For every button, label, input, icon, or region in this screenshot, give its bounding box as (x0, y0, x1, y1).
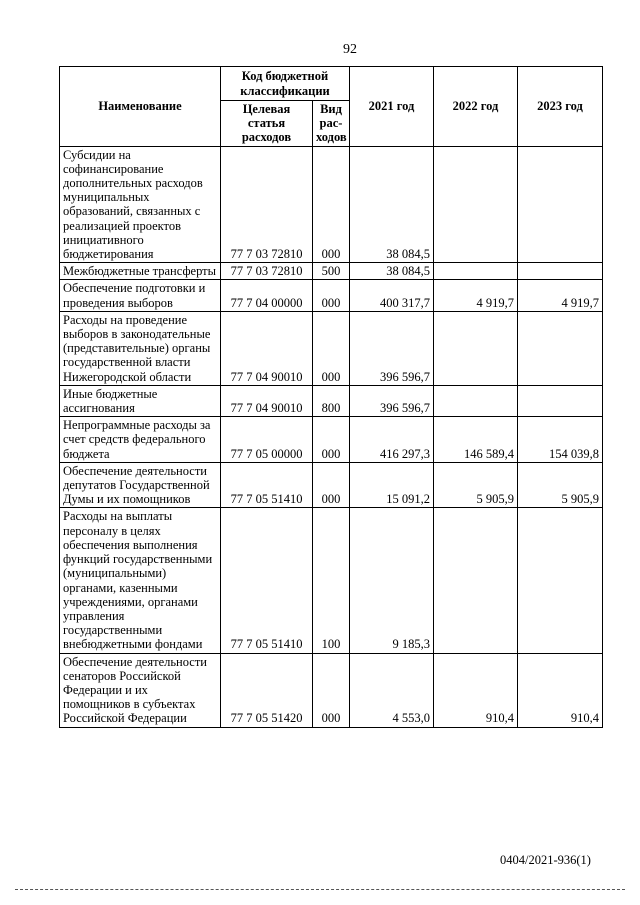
row-target-article: 77 7 03 72810 (221, 146, 313, 263)
header-year-2021: 2021 год (350, 67, 434, 147)
row-target-article: 77 7 04 90010 (221, 311, 313, 385)
header-year-2022: 2022 год (434, 67, 518, 147)
table-row (60, 462, 603, 508)
row-value-2021: 416 297,3 (350, 417, 434, 463)
row-target-article: 77 7 04 90010 (221, 385, 313, 416)
row-value-2021: 38 084,5 (350, 146, 434, 263)
table-row (60, 385, 603, 416)
row-value-2021: 396 596,7 (350, 311, 434, 385)
row-expense-kind: 500 (313, 263, 350, 280)
row-name: Обеспечение подготовки и проведения выборов (60, 280, 221, 311)
row-value-2023: 154 039,8 (518, 417, 603, 463)
header-name: Наименование (60, 67, 221, 147)
row-name: Обеспечение деятельности сенаторов Российской Федерации и их помощников в субъектах Российской Федерации (60, 653, 221, 727)
row-value-2022: 4 919,7 (434, 280, 518, 311)
row-target-article: 77 7 05 51410 (221, 508, 313, 653)
row-value-2023: 910,4 (518, 653, 603, 727)
row-expense-kind: 000 (313, 653, 350, 727)
table-row (60, 311, 603, 385)
row-name: Обеспечение деятельности депутатов Государственной Думы и их помощников (60, 462, 221, 508)
row-value-2023 (518, 146, 603, 263)
footer-rule (15, 889, 625, 890)
row-value-2022 (434, 146, 518, 263)
row-value-2022: 910,4 (434, 653, 518, 727)
row-value-2022 (434, 385, 518, 416)
row-expense-kind: 000 (313, 146, 350, 263)
row-expense-kind: 100 (313, 508, 350, 653)
row-target-article: 77 7 05 51420 (221, 653, 313, 727)
row-value-2022: 146 589,4 (434, 417, 518, 463)
page-number: 92 (343, 42, 357, 57)
row-value-2022 (434, 508, 518, 653)
row-expense-kind: 000 (313, 280, 350, 311)
row-name: Непрограммные расходы за счет средств федерального бюджета (60, 417, 221, 463)
table-row (60, 280, 603, 311)
row-value-2023 (518, 508, 603, 653)
row-value-2021: 400 317,7 (350, 280, 434, 311)
row-value-2022: 5 905,9 (434, 462, 518, 508)
row-target-article: 77 7 05 00000 (221, 417, 313, 463)
row-value-2023 (518, 385, 603, 416)
row-value-2023 (518, 311, 603, 385)
row-value-2021: 9 185,3 (350, 508, 434, 653)
header-classification: Код бюджетной классификации (221, 67, 350, 101)
header-target-article: Целевая статья расходов (221, 101, 313, 147)
row-name: Субсидии на софинансирование дополнительных расходов муниципальных образований, связанных с реализацией проектов инициативного бюджетирования (60, 146, 221, 263)
row-value-2021: 4 553,0 (350, 653, 434, 727)
row-name: Расходы на проведение выборов в законодательные (представительные) органы государственной власти Нижегородской области (60, 311, 221, 385)
table-row (60, 653, 603, 727)
row-name: Межбюджетные трансферты (60, 263, 221, 280)
row-value-2022 (434, 263, 518, 280)
row-expense-kind: 000 (313, 311, 350, 385)
row-value-2021: 396 596,7 (350, 385, 434, 416)
table-row (60, 508, 603, 653)
header-expense-kind: Вид рас-ходов (313, 101, 350, 147)
row-value-2022 (434, 311, 518, 385)
row-expense-kind: 000 (313, 462, 350, 508)
row-value-2023: 4 919,7 (518, 280, 603, 311)
row-value-2023 (518, 263, 603, 280)
budget-table (59, 66, 603, 728)
row-value-2021: 38 084,5 (350, 263, 434, 280)
table-row (60, 263, 603, 280)
document-number: 0404/2021-936(1) (500, 853, 591, 867)
row-value-2023: 5 905,9 (518, 462, 603, 508)
table-row (60, 146, 603, 263)
row-name: Иные бюджетные ассигнования (60, 385, 221, 416)
row-name: Расходы на выплаты персоналу в целях обеспечения выполнения функций государственными (муниципальными) органами, казенными учреждениями, органами управления государственными внебюджетными фондами (60, 508, 221, 653)
row-target-article: 77 7 04 00000 (221, 280, 313, 311)
header-year-2023: 2023 год (518, 67, 603, 147)
row-target-article: 77 7 05 51410 (221, 462, 313, 508)
row-expense-kind: 000 (313, 417, 350, 463)
row-value-2021: 15 091,2 (350, 462, 434, 508)
table-row (60, 417, 603, 463)
row-expense-kind: 800 (313, 385, 350, 416)
row-target-article: 77 7 03 72810 (221, 263, 313, 280)
